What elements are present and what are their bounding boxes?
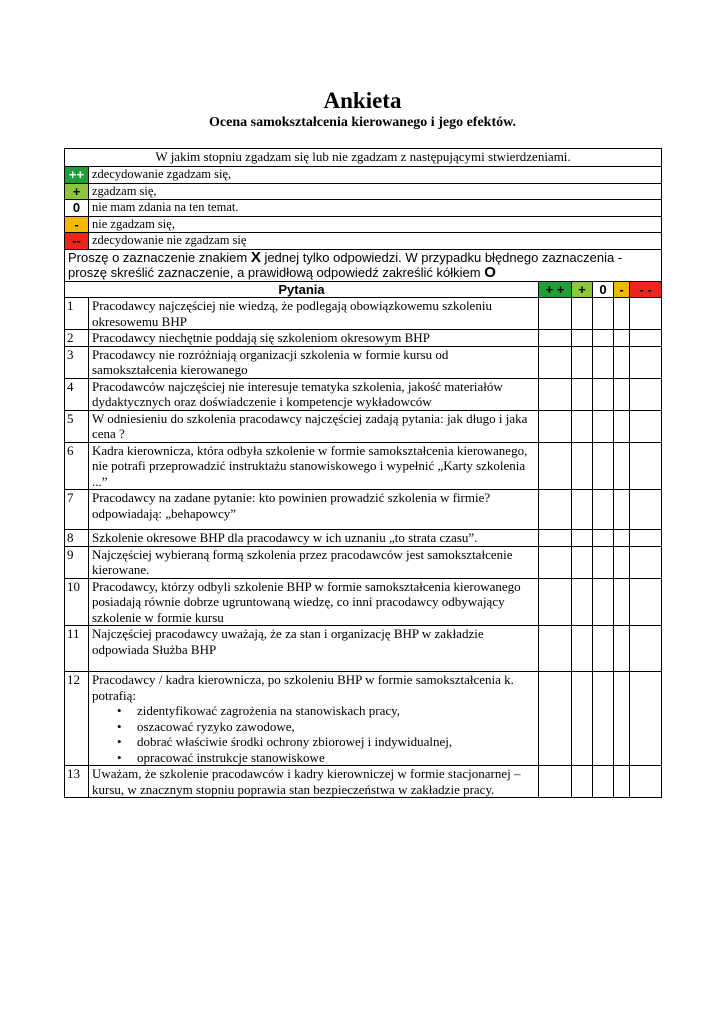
answer-cell[interactable] xyxy=(630,442,662,490)
answer-cell[interactable] xyxy=(593,378,614,410)
question-row xyxy=(65,766,662,798)
question-text-cell xyxy=(89,766,539,798)
bullet-item: • opracować instrukcje stanowiskowe xyxy=(117,750,535,766)
answer-cell[interactable] xyxy=(572,546,593,578)
answer-cell[interactable] xyxy=(593,546,614,578)
question-row xyxy=(65,672,662,766)
question-text-cell xyxy=(89,578,539,626)
legend-text: nie mam zdania na ten temat. xyxy=(89,200,662,217)
answer-cell[interactable] xyxy=(539,578,572,626)
answer-cell[interactable] xyxy=(572,672,593,766)
answer-cell[interactable] xyxy=(572,626,593,672)
question-number: 12 xyxy=(65,672,89,766)
legend-row xyxy=(65,233,662,250)
legend-code: + xyxy=(65,183,89,200)
answer-cell[interactable] xyxy=(593,490,614,530)
answer-cell[interactable] xyxy=(614,410,630,442)
answer-cell[interactable] xyxy=(630,298,662,330)
instructions-row xyxy=(65,249,662,281)
question-number: 3 xyxy=(65,346,89,378)
answer-cell[interactable] xyxy=(614,766,630,798)
answer-cell[interactable] xyxy=(539,298,572,330)
answer-cell[interactable] xyxy=(614,578,630,626)
answer-cell[interactable] xyxy=(539,378,572,410)
answer-cell[interactable] xyxy=(539,490,572,530)
question-text: Kadra kierownicza, która odbyła szkolenie w formie samokształcenia kierowanego, nie potrafi przeprowadzić instruktażu stanowiskowego i wypełnić „Karty szkolenia ...” xyxy=(92,442,528,489)
answer-cell[interactable] xyxy=(614,672,630,766)
question-number: 7 xyxy=(65,490,89,530)
question-row xyxy=(65,346,662,378)
question-text-cell xyxy=(89,546,539,578)
question-text-cell xyxy=(89,378,539,410)
answer-cell[interactable] xyxy=(614,378,630,410)
answer-cell[interactable] xyxy=(630,546,662,578)
legend-row xyxy=(65,200,662,217)
answer-cell[interactable] xyxy=(572,330,593,347)
legend-code: 0 xyxy=(65,200,89,217)
question-number: 5 xyxy=(65,410,89,442)
question-row xyxy=(65,578,662,626)
question-text-cell xyxy=(89,330,539,347)
answer-cell[interactable] xyxy=(614,298,630,330)
legend-text: zdecydowanie nie zgadzam się xyxy=(89,233,662,250)
answer-column-header: 0 xyxy=(593,281,614,298)
answer-column-header: + xyxy=(572,281,593,298)
answer-cell[interactable] xyxy=(593,626,614,672)
question-text-cell xyxy=(89,490,539,530)
answer-cell[interactable] xyxy=(572,578,593,626)
answer-cell[interactable] xyxy=(572,766,593,798)
legend-code: - xyxy=(65,216,89,233)
question-number: 10 xyxy=(65,578,89,626)
question-row xyxy=(65,442,662,490)
question-row xyxy=(65,626,662,672)
question-text: Pracodawcy / kadra kierownicza, po szkoleniu BHP w formie samokształcenia k. potrafią: xyxy=(92,672,514,703)
answer-cell[interactable] xyxy=(593,672,614,766)
answer-cell[interactable] xyxy=(539,346,572,378)
page-title: Ankieta xyxy=(323,88,402,113)
question-text: Najczęściej wybieraną formą szkolenia przez pracodawców jest samokształcenie kierowane. xyxy=(92,546,513,577)
answer-cell[interactable] xyxy=(630,578,662,626)
question-row xyxy=(65,378,662,410)
bullet-list xyxy=(92,703,535,765)
question-row xyxy=(65,298,662,330)
answer-cell[interactable] xyxy=(630,766,662,798)
instructions-text-2: jednej tylko odpowiedzi. W przypadku błędnego zaznaczenia - proszę skreślić zaznaczenie, a prawidłową odpowiedź zakreślić kółkiem xyxy=(68,249,623,280)
table-header xyxy=(65,281,662,298)
legend-row xyxy=(65,167,662,184)
answer-cell[interactable] xyxy=(593,766,614,798)
answer-cell[interactable] xyxy=(614,546,630,578)
answer-cell[interactable] xyxy=(593,578,614,626)
answer-cell[interactable] xyxy=(614,626,630,672)
answer-cell[interactable] xyxy=(572,298,593,330)
answer-cell[interactable] xyxy=(614,530,630,547)
mark-x: X xyxy=(250,248,261,266)
answer-cell[interactable] xyxy=(539,442,572,490)
answer-cell[interactable] xyxy=(630,410,662,442)
answer-cell[interactable] xyxy=(539,546,572,578)
answer-cell[interactable] xyxy=(572,442,593,490)
answer-cell[interactable] xyxy=(572,378,593,410)
answer-cell[interactable] xyxy=(539,330,572,347)
answer-cell[interactable] xyxy=(630,378,662,410)
question-text: Szkolenie okresowe BHP dla pracodawcy w ich uznaniu „to strata czasu”. xyxy=(92,530,478,545)
question-text: Najczęściej pracodawcy uważają, że za stan i organizację BHP w zakładzie odpowiada Służba BHP xyxy=(92,626,484,657)
answer-cell[interactable] xyxy=(630,490,662,530)
answer-cell[interactable] xyxy=(539,626,572,672)
answer-cell[interactable] xyxy=(614,330,630,347)
answer-column-header: + + xyxy=(539,281,572,298)
legend-code: -- xyxy=(65,233,89,250)
question-text: Pracodawcy, którzy odbyli szkolenie BHP w formie samokształcenia kierowanego posiadają równie dobrze ugruntowaną wiedzę, co inni pracodawcy odbywający szkolenie w formie kursu xyxy=(92,578,521,625)
questions-header: Pytania xyxy=(65,281,539,298)
answer-cell[interactable] xyxy=(614,346,630,378)
answer-cell[interactable] xyxy=(572,490,593,530)
survey-table xyxy=(64,148,662,798)
question-row xyxy=(65,410,662,442)
answer-cell[interactable] xyxy=(593,442,614,490)
answer-cell[interactable] xyxy=(539,410,572,442)
answer-cell[interactable] xyxy=(539,530,572,547)
legend-row xyxy=(65,183,662,200)
mark-o: O xyxy=(484,264,496,281)
page-subtitle: Ocena samokształcenia kierowanego i jego efektów. xyxy=(209,115,516,130)
answer-cell[interactable] xyxy=(630,346,662,378)
legend-row xyxy=(65,216,662,233)
answer-cell[interactable] xyxy=(593,346,614,378)
question-number: 9 xyxy=(65,546,89,578)
answer-cell[interactable] xyxy=(572,530,593,547)
question-number: 11 xyxy=(65,626,89,672)
question-number: 8 xyxy=(65,530,89,547)
question-text-cell xyxy=(89,410,539,442)
question-text-cell xyxy=(89,626,539,672)
answer-cell[interactable] xyxy=(614,490,630,530)
question-row xyxy=(65,330,662,347)
instructions-text-1: Proszę o zaznaczenie znakiem xyxy=(68,249,251,265)
bullet-item: • zidentyfikować zagrożenia na stanowiskach pracy, xyxy=(117,703,535,719)
question-row xyxy=(65,546,662,578)
legend-code: ++ xyxy=(65,167,89,184)
question-text-cell xyxy=(89,672,539,766)
question-row xyxy=(65,490,662,530)
question-text: Pracodawcy nie rozróżniają organizacji szkolenia w formie kursu od samokształcenia kierowanego xyxy=(92,346,449,377)
question-text-cell xyxy=(89,442,539,490)
question-text: Pracodawcy na zadane pytanie: kto powinien prowadzić szkolenia w firmie? odpowiadają: „behapowcy” xyxy=(92,490,491,521)
answer-cell[interactable] xyxy=(593,298,614,330)
answer-cell[interactable] xyxy=(630,672,662,766)
answer-cell[interactable] xyxy=(539,672,572,766)
bullet-item: • dobrać właściwie środki ochrony zbiorowej i indywidualnej, xyxy=(117,734,535,750)
question-number: 1 xyxy=(65,298,89,330)
answer-cell[interactable] xyxy=(630,330,662,347)
question-text: Pracodawcy niechętnie poddają się szkoleniom okresowym BHP xyxy=(92,330,430,345)
question-text: Pracodawcy najczęściej nie wiedzą, że podlegają obowiązkowemu szkoleniu okresowemu BHP xyxy=(92,298,492,329)
question-number: 13 xyxy=(65,766,89,798)
instructions xyxy=(65,249,662,281)
question-row xyxy=(65,530,662,547)
answer-cell[interactable] xyxy=(593,410,614,442)
question-text: Uważam, że szkolenie pracodawców i kadry kierowniczej w formie stacjonarnej – kursu, w znacznym stopniu poprawia stan bezpieczeństwa w zakładzie pracy. xyxy=(92,766,521,797)
question-number: 4 xyxy=(65,378,89,410)
answer-cell[interactable] xyxy=(539,766,572,798)
question-text-cell xyxy=(89,530,539,547)
answer-cell[interactable] xyxy=(614,442,630,490)
question-text: Pracodawców najczęściej nie interesuje tematyka szkolenia, jakość materiałów dydaktycznych oraz doświadczenie i kompetencje wykładowców xyxy=(92,378,503,409)
legend-text: zdecydowanie zgadzam się, xyxy=(89,167,662,184)
answer-cell[interactable] xyxy=(572,346,593,378)
legend-text: zgadzam się, xyxy=(89,183,662,200)
answer-column-header: - xyxy=(614,281,630,298)
answer-cell[interactable] xyxy=(593,330,614,347)
answer-cell[interactable] xyxy=(630,626,662,672)
question-number: 6 xyxy=(65,442,89,490)
question-text-cell xyxy=(89,298,539,330)
question-text: W odniesieniu do szkolenia pracodawcy najczęściej zadają pytania: jak długo i jaka cena ? xyxy=(92,410,528,441)
answer-column-header: - - xyxy=(630,281,662,298)
answer-cell[interactable] xyxy=(593,530,614,547)
intro-text: W jakim stopniu zgadzam się lub nie zgadzam z następującymi stwierdzeniami. xyxy=(65,149,662,167)
question-text-cell xyxy=(89,346,539,378)
legend-text: nie zgadzam się, xyxy=(89,216,662,233)
question-number: 2 xyxy=(65,330,89,347)
bullet-item: • oszacować ryzyko zawodowe, xyxy=(117,719,535,735)
answer-cell[interactable] xyxy=(572,410,593,442)
answer-cell[interactable] xyxy=(630,530,662,547)
